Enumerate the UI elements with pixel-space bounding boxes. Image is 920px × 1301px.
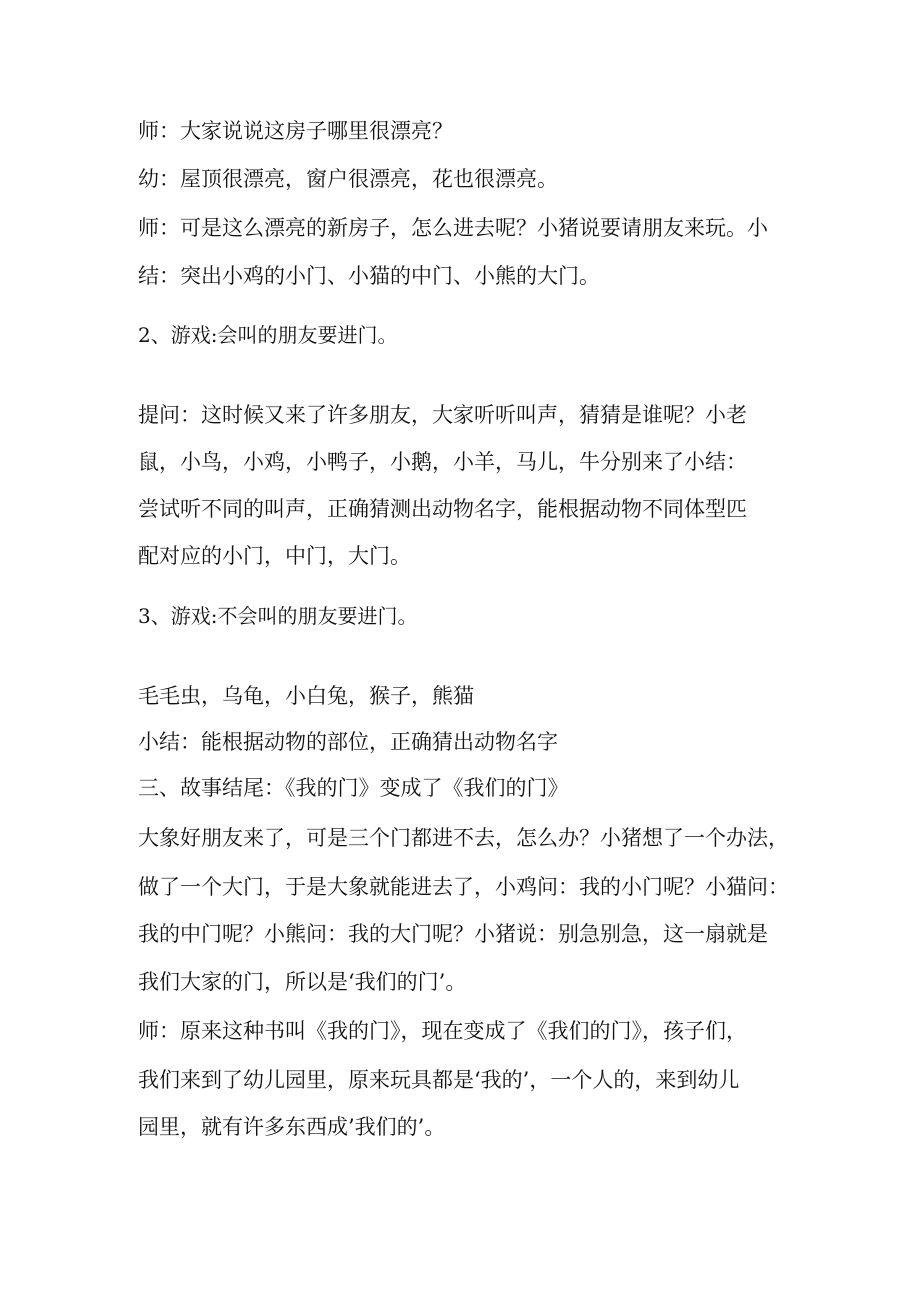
text-line: 园里，就有许多东西成’我们的’。 [138, 1115, 446, 1139]
text-line: 我们来到了幼儿园里，原来玩具都是‘我的’，一个人的，来到幼儿 [138, 1068, 740, 1092]
text-line: 鼠，小鸟，小鸡，小鸭子，小鹅，小羊，马儿，牛分别来了小结： [138, 450, 747, 474]
text-line: 小结：能根据动物的部位，正确猜出动物名字 [138, 730, 558, 754]
section-heading: 3、游戏:不会叫的朋友要进门。 [138, 604, 418, 628]
text-line: 师：大家说说这房子哪里很漂亮？ [138, 119, 453, 143]
text-line: 幼：屋顶很漂亮，窗户很漂亮，花也很漂亮。 [138, 167, 558, 191]
text-line: 做了一个大门，于是大象就能进去了，小鸡问：我的小门呢？小猫问： [138, 875, 789, 899]
text-line: 大象好朋友来了，可是三个门都进不去，怎么办？小猪想了一个办法， [138, 826, 789, 850]
text-line: 提问：这时候又来了许多朋友，大家听听叫声，猜猜是谁呢？小老 [138, 403, 747, 427]
text-line: 尝试听不同的叫声，正确猜测出动物名字，能根据动物不同体型匹 [138, 497, 747, 521]
text-line: 毛毛虫，乌龟，小白兔，猴子，熊猫 [138, 684, 474, 708]
text-line: 我的中门呢？小熊问：我的大门呢？小猪说：别急别急，这一扇就是 [138, 922, 768, 946]
text-line: 师：原来这种书叫《我的门》，现在变成了《我们的门》，孩子们， [138, 1019, 747, 1043]
text-line: 配对应的小门，中门，大门。 [138, 544, 411, 568]
section-heading: 三、故事结尾：《我的门》变成了《我们的门》 [138, 776, 569, 800]
text-line: 我们大家的门，所以是‘我们的门’。 [138, 970, 467, 994]
text-line: 结：突出小鸡的小门、小猫的中门、小熊的大门。 [138, 264, 600, 288]
section-heading: 2、游戏:会叫的朋友要进门。 [138, 323, 398, 347]
text-line: 师：可是这么漂亮的新房子，怎么进去呢？小猪说要请朋友来玩。小 [138, 216, 768, 240]
